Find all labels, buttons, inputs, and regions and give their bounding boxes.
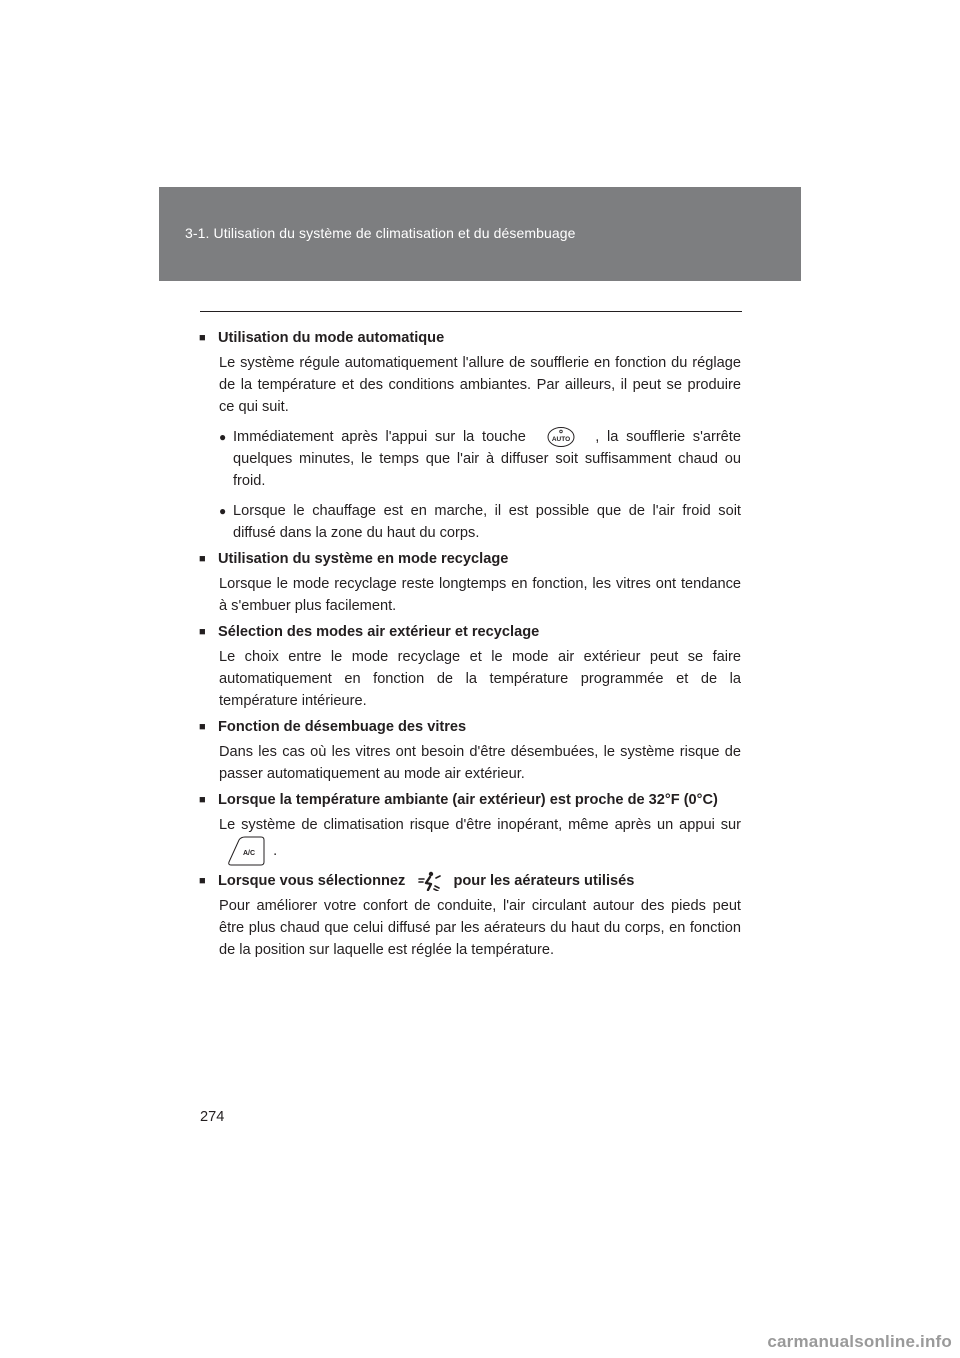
section-title-text: Utilisation du système en mode recyclage xyxy=(218,551,509,568)
section-marker-icon: ■ xyxy=(199,875,206,888)
section-recirculation-mode xyxy=(199,548,741,617)
bullet-marker-icon: ● xyxy=(219,504,227,519)
section-title-text: Lorsque la température ambiante (air extérieur) est proche de 32°F (0°C) xyxy=(218,792,718,809)
bullet-item xyxy=(219,426,741,492)
section-marker-icon: ■ xyxy=(199,626,206,639)
section-title xyxy=(199,621,741,643)
section-paragraph: Pour améliorer votre confort de conduite, l'air circulant autour des pieds peut être plus chaud que celui diffusé par les aérateurs du haut du corps, en fonction de la position sur laquelle est réglée la température. xyxy=(219,898,741,959)
header-rule xyxy=(200,311,742,312)
section-paragraph: Lorsque le mode recyclage reste longtemps en fonction, les vitres ont tendance à s'embuer plus facilement. xyxy=(219,576,741,615)
watermark: carmanualsonline.info xyxy=(767,1332,952,1351)
section-outside-temperature xyxy=(199,789,741,866)
section-paragraph: Dans les cas où les vitres ont besoin d'être désembuées, le système risque de passer automatiquement au mode air extérieur. xyxy=(219,744,741,783)
section-air-mode-selection xyxy=(199,621,741,712)
section-title xyxy=(199,548,741,570)
feet-and-face-vent-icon xyxy=(417,871,441,891)
section-defog-function xyxy=(199,716,741,785)
auto-button-label: AUTO xyxy=(551,436,570,444)
chapter-header-band xyxy=(159,187,801,281)
section-title-text: Lorsque vous sélectionnez xyxy=(218,873,406,890)
section-title-text: Sélection des modes air extérieur et recyclage xyxy=(218,624,540,641)
section-title-text: Utilisation du mode automatique xyxy=(218,330,445,346)
section-title-text: pour les aérateurs utilisés xyxy=(453,873,635,890)
section-vent-selection xyxy=(199,870,741,961)
section-marker-icon: ■ xyxy=(199,721,206,734)
section-automatic-mode xyxy=(199,327,741,544)
section-paragraph: Le système régule automatiquement l'allure de soufflerie en fonction du réglage de la température et des conditions ambiantes. Par ailleurs, il peut se produire ce qui suit. xyxy=(219,355,741,415)
section-title xyxy=(199,870,741,892)
bullet-text: , la soufflerie s'arrête quelques minutes, le temps que l'air à diffuser soit suffisamment chaud ou froid. xyxy=(233,429,741,490)
bullet-text: Immédiatement après l'appui sur la touche xyxy=(233,429,526,445)
section-title xyxy=(199,789,741,811)
section-paragraph: Le choix entre le mode recyclage et le mode air extérieur peut se faire automatiquement en fonction de la température programmée et de la température intérieure. xyxy=(219,649,741,710)
section-title xyxy=(199,716,741,738)
page-content xyxy=(199,327,741,965)
bullet-text: Lorsque le chauffage est en marche, il est possible que de l'air froid soit diffusé dans la zone du haut du corps. xyxy=(233,503,741,542)
section-paragraph: Le système de climatisation risque d'être inopérant, même après un appui sur A/C . xyxy=(219,814,741,866)
ac-button-icon xyxy=(225,836,265,866)
chapter-title: 3-1. Utilisation du système de climatisation et du désembuage xyxy=(185,225,576,241)
page-number: 274 xyxy=(200,1109,225,1125)
section-title-text: Fonction de désembuage des vitres xyxy=(218,719,467,736)
section-title xyxy=(199,327,741,349)
auto-button-icon xyxy=(546,426,576,448)
section-marker-icon: ■ xyxy=(199,553,206,566)
section-marker-icon: ■ xyxy=(199,332,206,344)
section-marker-icon: ■ xyxy=(199,794,206,807)
bullet-item xyxy=(219,500,741,544)
bullet-marker-icon: ● xyxy=(219,430,227,444)
ac-button-label: A/C xyxy=(242,850,256,858)
